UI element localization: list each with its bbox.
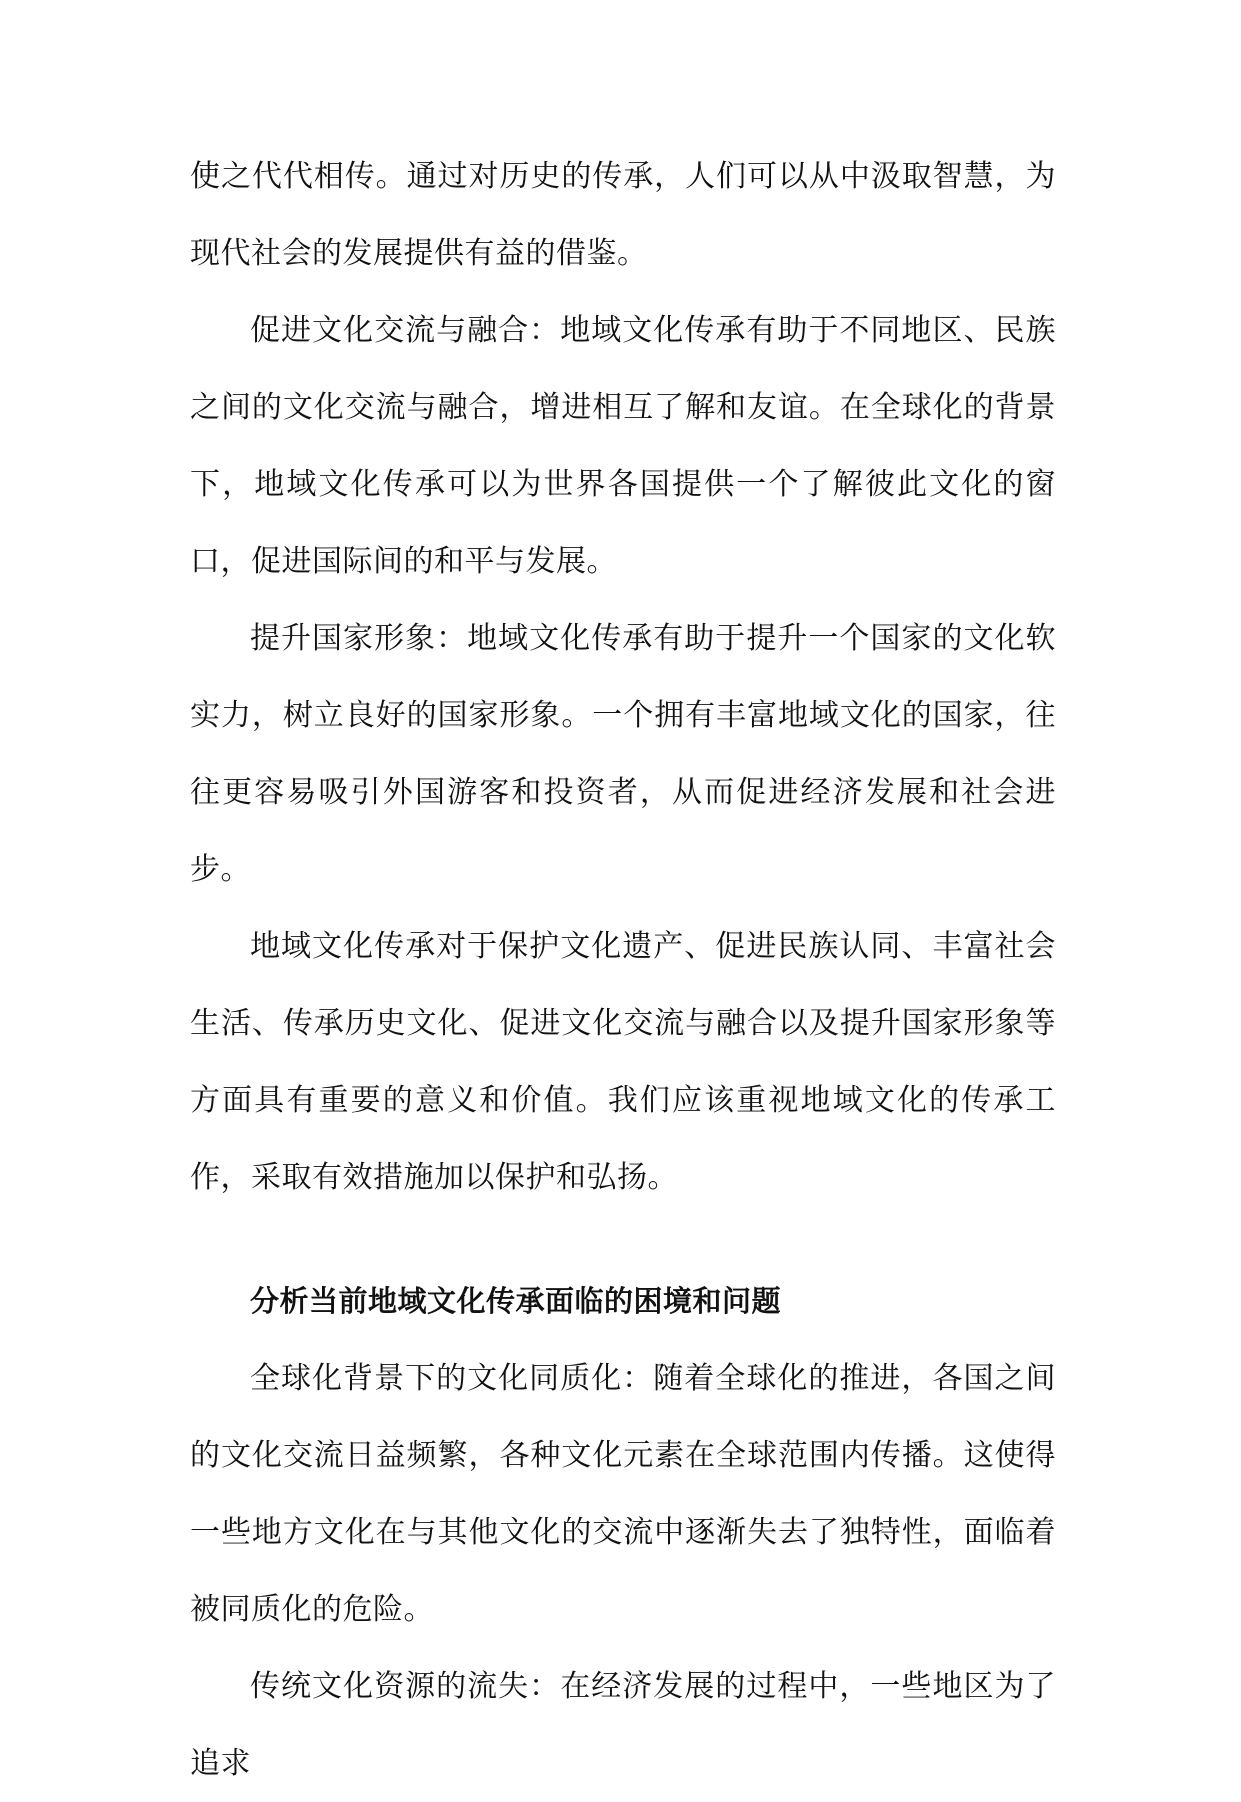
paragraph-national-image: 提升国家形象：地域文化传承有助于提升一个国家的文化软实力，树立良好的国家形象。一个拥有丰富地域文化的国家，往往更容易吸引外国游客和投资者，从而促进经济发展和社会进步。 (190, 621, 1056, 887)
document-body (190, 138, 1056, 1802)
paragraph-cultural-exchange: 促进文化交流与融合：地域文化传承有助于不同地区、民族之间的文化交流与融合，增进相互了解和友谊。在全球化的背景下，地域文化传承可以为世界各国提供一个了解彼此文化的窗口，促进国际间的和平与发展。 (190, 313, 1056, 579)
section-heading: 分析当前地域文化传承面临的困境和问题 (250, 1284, 782, 1318)
paragraph-homogenization: 全球化背景下的文化同质化：随着全球化的推进，各国之间的文化交流日益频繁，各种文化元素在全球范围内传播。这使得一些地方文化在与其他文化的交流中逐渐失去了独特性，面临着被同质化的危险。 (190, 1361, 1056, 1627)
paragraph-resource-loss: 传统文化资源的流失：在经济发展的过程中，一些地区为了追求 (190, 1669, 1056, 1781)
paragraph-summary: 地域文化传承对于保护文化遗产、促进民族认同、丰富社会生活、传承历史文化、促进文化交流与融合以及提升国家形象等方面具有重要的意义和价值。我们应该重视地域文化的传承工作，采取有效措施加以保护和弘扬。 (190, 929, 1056, 1195)
paragraph-continued: 使之代代相传。通过对历史的传承，人们可以从中汲取智慧，为现代社会的发展提供有益的借鉴。 (190, 159, 1056, 271)
